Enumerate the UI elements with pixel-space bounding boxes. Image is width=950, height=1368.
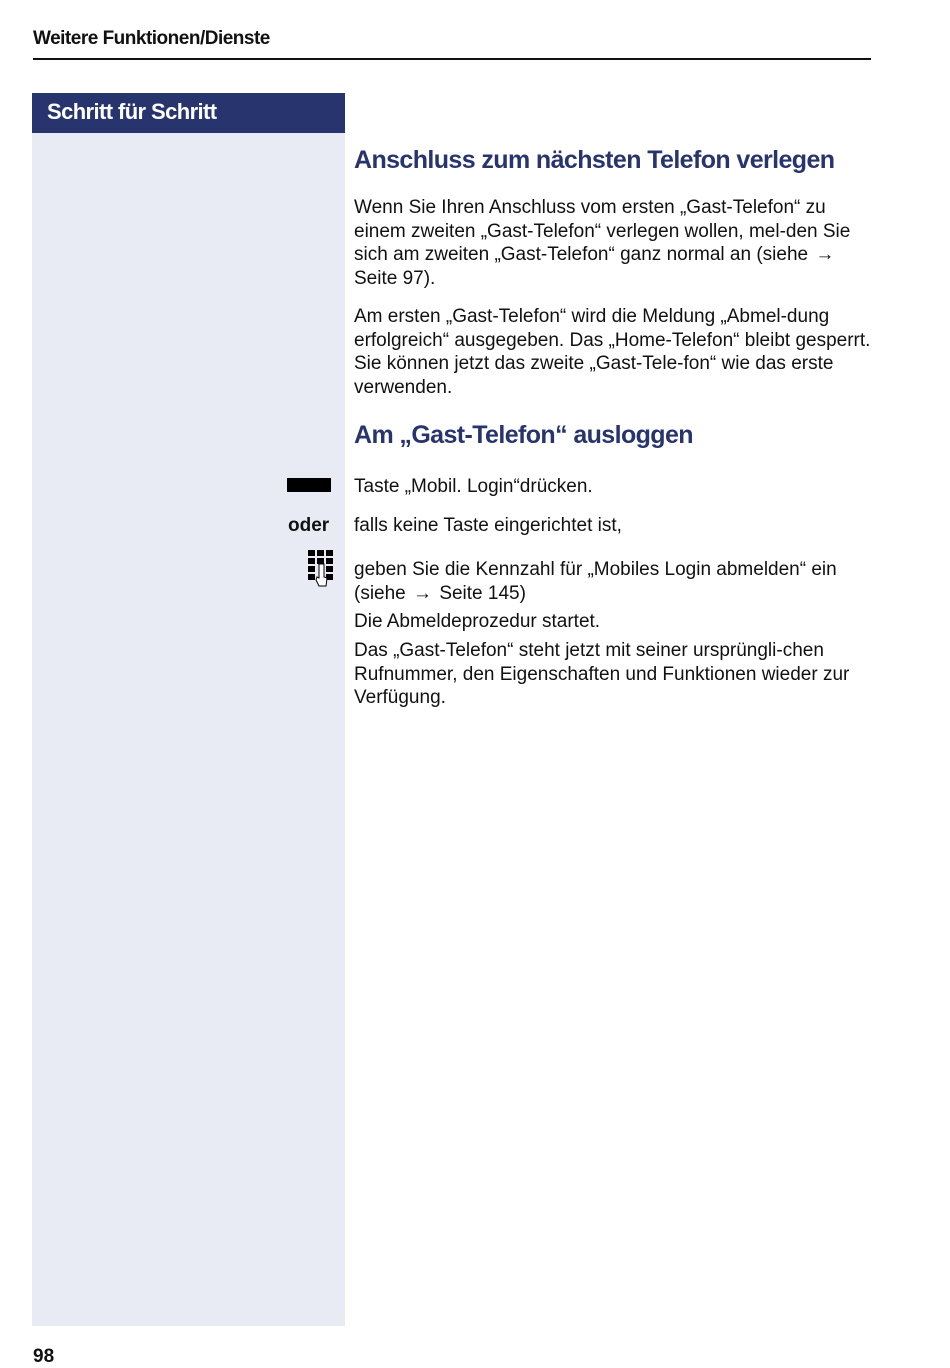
step-no-key [354, 514, 874, 538]
step-result [354, 639, 874, 710]
section-anschluss [354, 146, 874, 175]
paragraph-anschluss-1 [354, 196, 874, 290]
oder-label: oder [288, 515, 330, 536]
page-reference-link[interactable]: Seite 97). [354, 267, 436, 289]
header-divider [33, 58, 871, 60]
step-text: Die Abmeldeprozedur startet. [354, 611, 601, 632]
section-ausloggen [354, 421, 874, 450]
step-text: falls keine Taste eingerichtet ist, [354, 515, 622, 536]
step-text: Das „Gast-Telefon“ steht jetzt mit seiner ursprüngli-chen Rufnummer, den Eigenschaften und Funktionen wieder zur Verfügung. [354, 640, 850, 708]
step-sidebar [32, 93, 345, 1326]
page-reference-link[interactable]: Seite 145) [439, 582, 526, 604]
step-enter-code [354, 558, 874, 605]
section-heading: Anschluss zum nächsten Telefon verlegen [354, 146, 835, 174]
step-press-key [354, 475, 874, 499]
function-key-icon [287, 478, 331, 492]
step-procedure-starts [354, 610, 874, 634]
sidebar-title: Schritt für Schritt [47, 99, 217, 124]
sidebar-header [32, 93, 345, 133]
paragraph-text: Am ersten „Gast-Telefon“ wird die Meldung „Abmel-dung erfolgreich“ ausgegeben. Das „Home-Telefon“ bleibt gesperrt. Sie können jetzt das zweite „Gast-Tele-fon“ wie das erste verwenden. [354, 306, 871, 398]
section-heading: Am „Gast-Telefon“ ausloggen [354, 421, 693, 449]
arrow-right-icon: → [815, 244, 835, 265]
step-text: Taste „Mobil. Login“drücken. [354, 476, 593, 497]
paragraph-text: Wenn Sie Ihren Anschluss vom ersten „Gast-Telefon“ zu einem zweiten „Gast-Telefon“ verlegen wollen, mel-den Sie sich am zweiten „Gast-Telefon“ ganz normal an (siehe [354, 197, 851, 265]
step-text: geben Sie die Kennzahl für „Mobiles Login abmelden“ ein (siehe [354, 559, 837, 604]
keypad-icon [308, 550, 334, 588]
arrow-right-icon: → [413, 582, 433, 604]
page-number: 98 [33, 1346, 55, 1367]
running-header: Weitere Funktionen/Dienste [33, 28, 270, 49]
paragraph-anschluss-2 [354, 305, 874, 399]
